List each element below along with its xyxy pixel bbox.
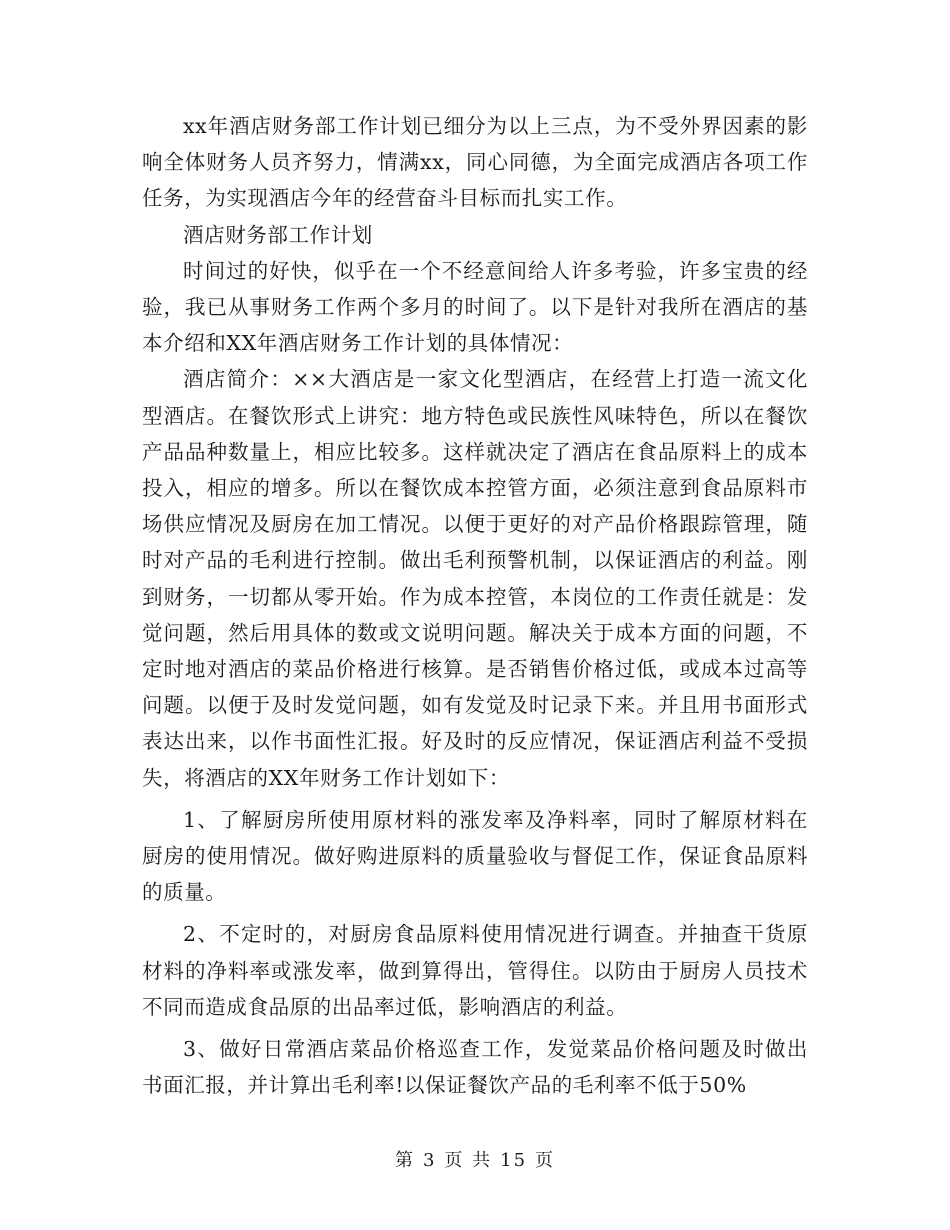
footer-prefix: 第 [394,1150,415,1171]
footer-suffix: 页 [535,1150,556,1171]
footer-current-page: 3 [422,1150,437,1171]
list-item-3: 3、做好日常酒店菜品价格巡查工作，发觉菜品价格问题及时做出书面汇报，并计算出毛利率!以保证餐饮产品的毛利率不低于50% [142,1037,808,1098]
list-item-1: 1、了解厨房所使用原材料的涨发率及净料率，同时了解原材料在厨房的使用情况。做好购进原料的质量验收与督促工作，保证食品原料的质量。 [142,807,808,905]
footer-total-pages: 15 [500,1150,528,1171]
list-item-2: 2、不定时的，对厨房食品原料使用情况进行调查。并抽查干货原材料的净料率或涨发率，做到算得出，管得住。以防由于厨房人员技术不同而造成食品原的出品率过低，影响酒店的利益。 [142,922,808,1019]
document-body [142,108,808,1103]
footer-middle: 页 共 [444,1150,493,1171]
paragraph-intro: 时间过的好快，似乎在一个不经意间给人许多考验，许多宝贵的经验，我已从事财务工作两个多月的时间了。以下是针对我所在酒店的基本介绍和XX年酒店财务工作计划的具体情况： [142,258,808,356]
section-heading: 酒店财务部工作计划 [183,222,373,247]
paragraph-summary: xx年酒店财务部工作计划已细分为以上三点，为不受外界因素的影响全体财务人员齐努力，情满xx，同心同德，为全面完成酒店各项工作任务，为实现酒店今年的经营奋斗目标而扎实工作。 [142,114,808,211]
paragraph-hotel-profile: 酒店简介：××大酒店是一家文化型酒店，在经营上打造一流文化型酒店。在餐饮形式上讲究：地方特色或民族性风味特色，所以在餐饮产品品种数量上，相应比较多。这样就决定了酒店在食品原料上的成本投入，相应的增多。所以在餐饮成本控管方面，必须注意到食品原料市场供应情况及厨房在加工情况。以便于更好的对产品价格跟踪管理，随时对产品的毛利进行控制。做出毛利预警机制，以保证酒店的利益。刚到财务，一切都从零开始。作为成本控管，本岗位的工作责任就是：发觉问题，然后用具体的数或文说明问题。解决关于成本方面的问题，不定时地对酒店的菜品价格进行核算。是否销售价格过低，或成本过高等问题。以便于及时发觉问题，如有发觉及时记录下来。并且用书面形式表达出来，以作书面性汇报。好及时的反应情况，保证酒店利益不受损失，将酒店的XX年财务工作计划如下： [142,367,808,790]
page-number-footer [0,1146,950,1172]
